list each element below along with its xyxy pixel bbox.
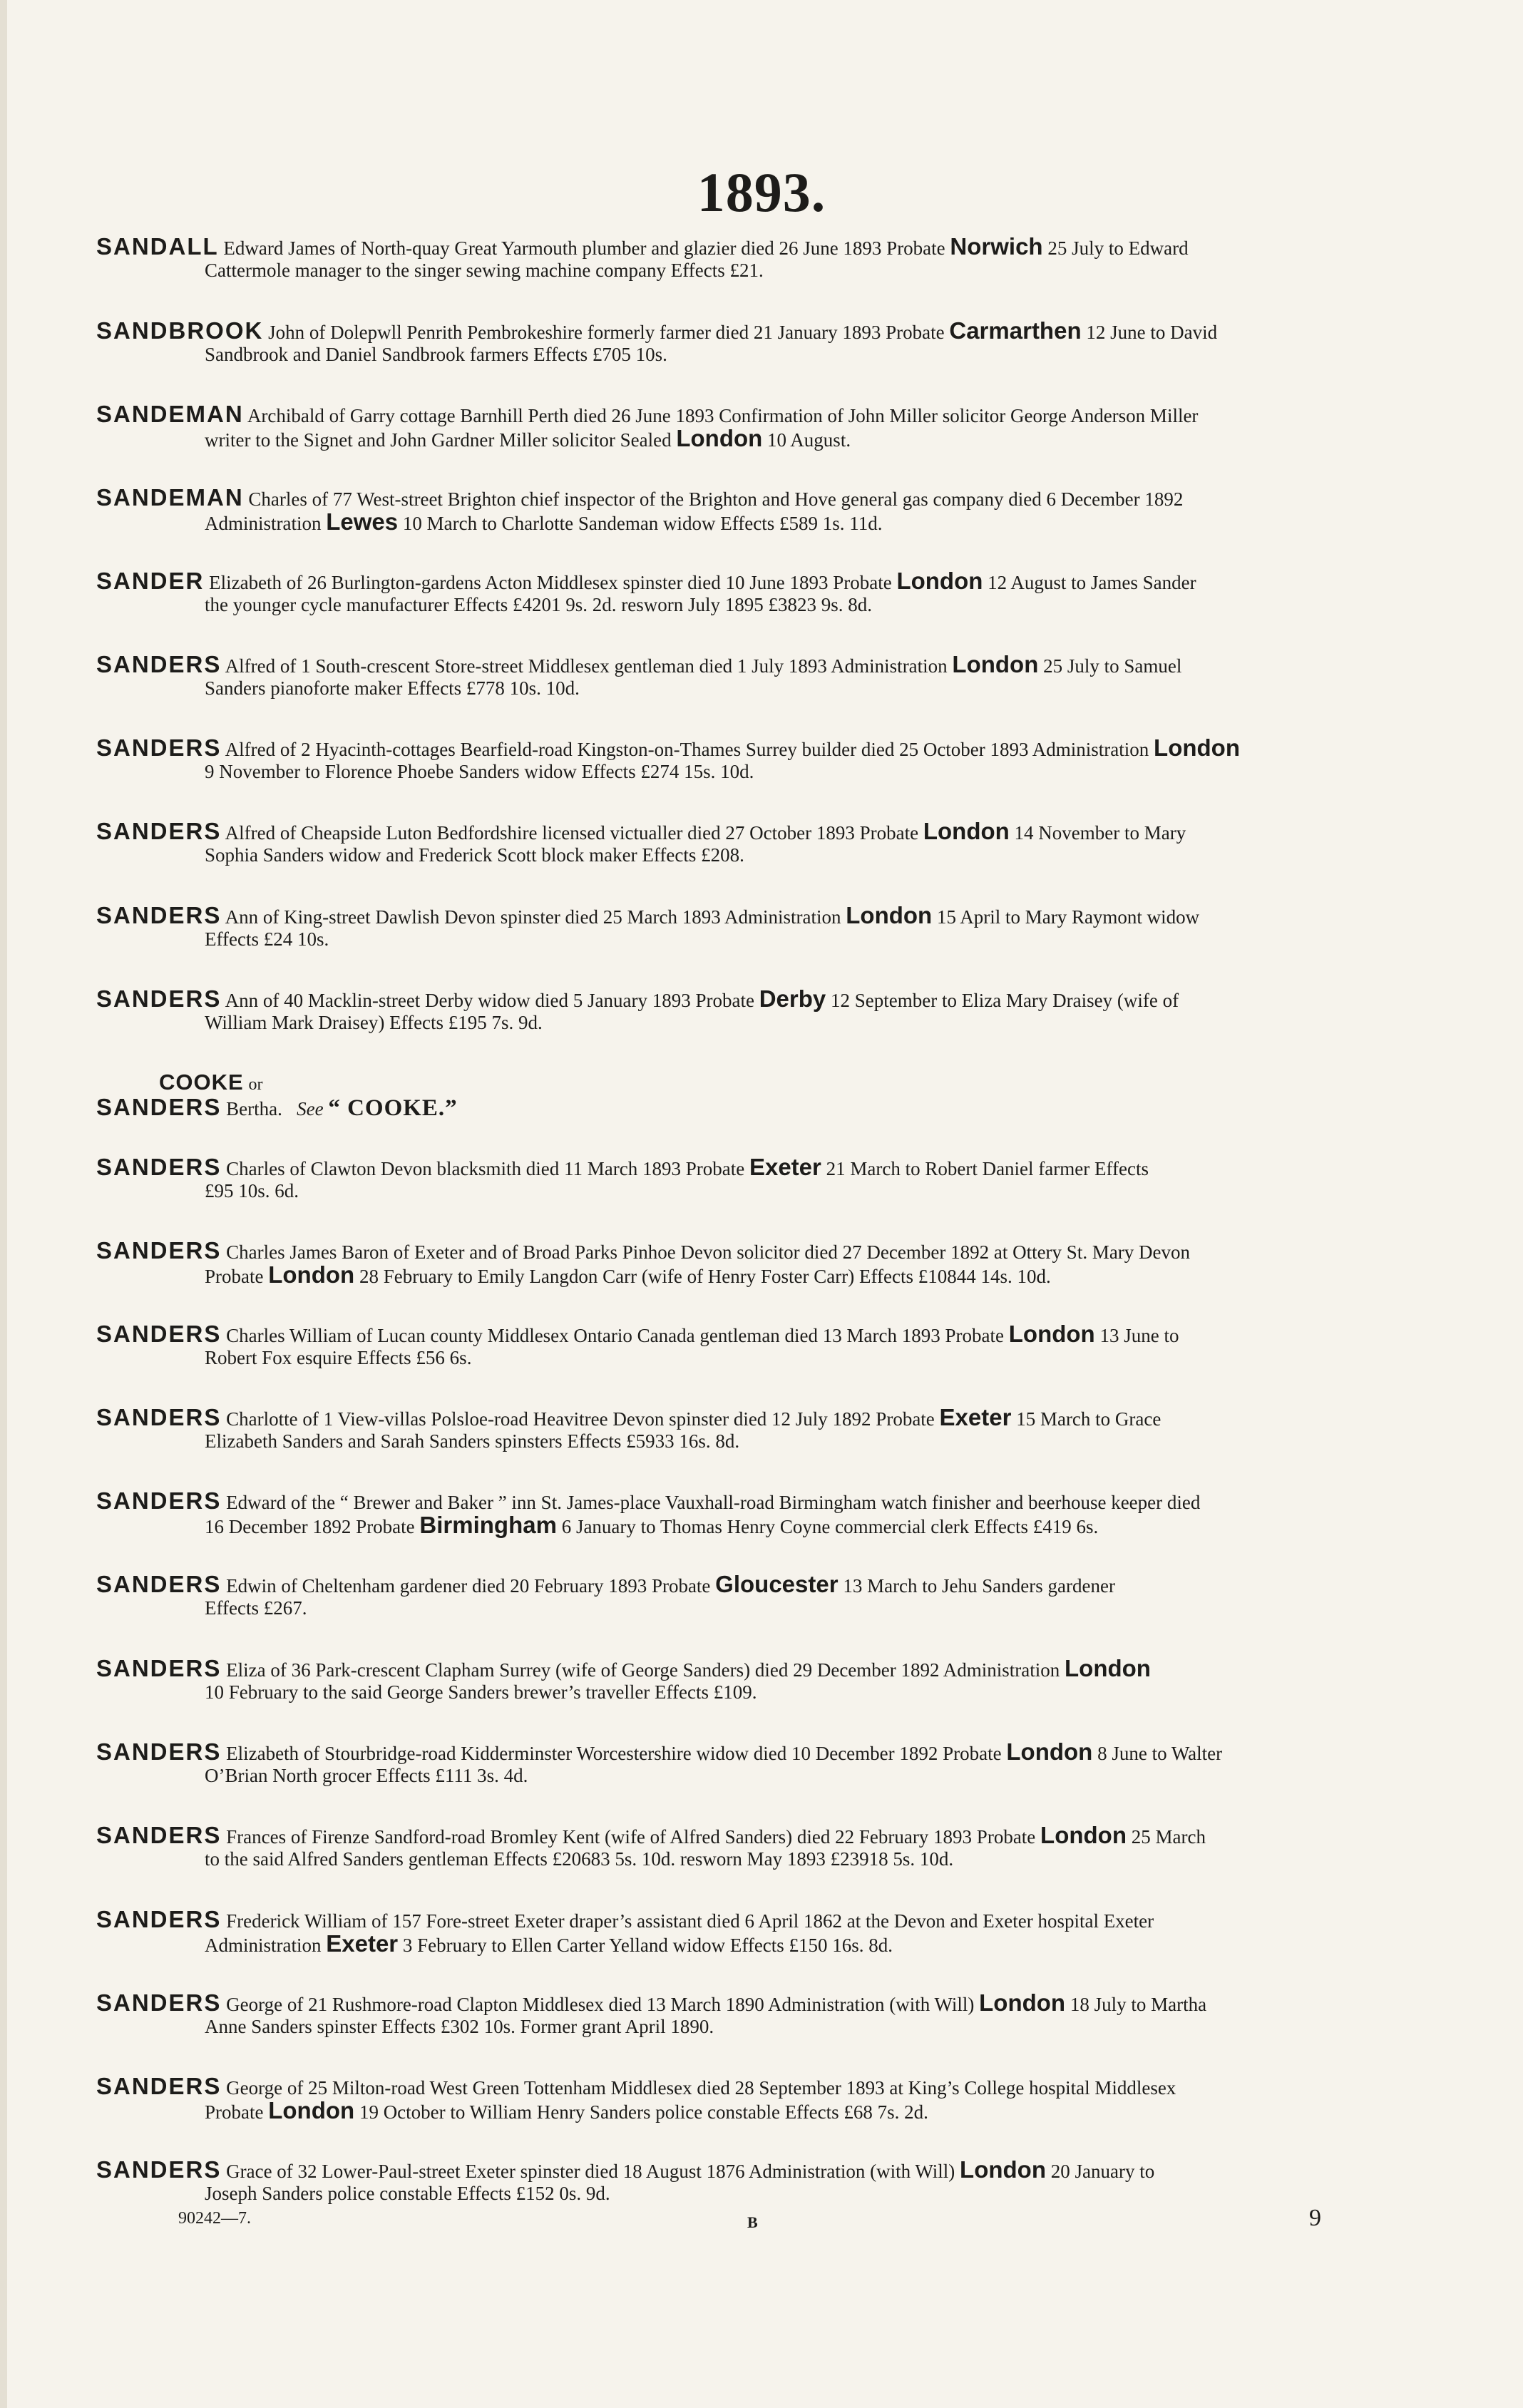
entry-registry-place: London [896,568,983,594]
entry-registry-place: Derby [759,985,826,1012]
entry-continuation: Effects £267. [205,1597,307,1619]
printer-reference: 90242—7. [178,2209,251,2228]
entry-continuation: 9 November to Florence Phoebe Sanders widow Effects £274 15s. 10d. [205,761,754,782]
entry-text: Alfred of 1 South-crescent Store-street Middlesex gentleman died 1 July 1893 Administration [225,655,948,677]
entry-text: Frances of Firenze Sandford-road Bromley Kent (wife of Alfred Sanders) died 22 February 1893 Probate [226,1826,1036,1848]
entry-text: Elizabeth of 26 Burlington-gardens Acton Middlesex spinster died 10 June 1893 Probate [209,572,892,593]
entry-continuation: the younger cycle manufacturer Effects £4201 9s. 2d. resworn July 1895 £3823 9s. 8d. [205,594,873,615]
entry-surname: SANDERS [96,1571,222,1597]
entry-registry-place: London [923,818,1010,844]
entry-text: Eliza of 36 Park-crescent Clapham Surrey (wife of George Sanders) died 29 December 1892 Administration [226,1659,1060,1681]
entry-surname: SANDERS [96,1989,222,2016]
probate-entry [96,1908,1407,1957]
probate-entry [96,486,1407,535]
probate-entry [96,403,1407,451]
entry-surname: SANDERS [96,818,222,844]
entry-text: Administration [205,1935,322,1956]
entry-surname: SANDBROOK [96,317,264,344]
entry-text: 21 March to Robert Daniel farmer Effects [826,1158,1149,1179]
xref-target: “ COOKE.” [328,1095,458,1121]
entry-surname: SANDERS [96,1237,222,1264]
entry-continuation: O’Brian North grocer Effects £111 3s. 4d. [205,1765,528,1786]
entry-registry-place: Exeter [939,1404,1012,1430]
xref-alias-surname: COOKE [159,1070,244,1095]
entry-text: 12 September to Eliza Mary Draisey (wife of [831,990,1179,1011]
probate-entry [96,570,1407,616]
xref-forename: Bertha. [226,1098,282,1120]
entry-surname: SANDERS [96,1487,222,1514]
entry-continuation: Cattermole manager to the singer sewing machine company Effects £21. [205,260,764,281]
entry-text: 18 July to Martha [1070,1994,1207,2015]
entry-continuation: Anne Sanders spinster Effects £302 10s. Former grant April 1890. [205,2016,714,2037]
entry-registry-place: London [676,425,763,451]
entry-surname: SANDERS [96,1154,222,1180]
entry-surname: SANDERS [96,1906,222,1932]
entry-text: Edwin of Cheltenham gardener died 20 February 1893 Probate [226,1575,711,1597]
probate-entry [96,904,1407,951]
xref-or: or [248,1075,263,1094]
entry-registry-place: London [1006,1738,1093,1765]
entry-text: Charles William of Lucan county Middlesex Ontario Canada gentleman died 13 March 1893 Probate [226,1325,1004,1346]
probate-entry [96,1657,1407,1703]
probate-entry [96,1573,1407,1619]
entry-registry-place: London [1154,734,1240,761]
cross-reference-entry [96,1071,1407,1120]
entry-registry-place: Lewes [326,508,399,535]
entry-text: 25 March [1131,1826,1206,1848]
entry-surname: SANDER [96,568,205,594]
entry-continuation: Joseph Sanders police constable Effects £152 0s. 9d. [205,2183,610,2204]
entry-surname: SANDERS [96,2073,222,2099]
entry-registry-place: Exeter [749,1154,821,1180]
entry-text: 8 June to Walter [1097,1743,1223,1764]
entry-surname: SANDEMAN [96,484,244,511]
entry-registry-place: Exeter [326,1930,399,1957]
entry-continuation: 10 February to the said George Sanders brewer’s traveller Effects £109. [205,1681,757,1703]
entry-surname: SANDERS [96,1738,222,1765]
entry-text: George of 25 Milton-road West Green Tottenham Middlesex died 28 September 1893 at King’s College hospital Middlesex [226,2077,1176,2099]
entry-registry-place: London [1040,1822,1127,1848]
page-year-heading: 1893. [697,161,826,223]
entry-text: 20 January to [1050,2161,1155,2182]
entry-text: George of 21 Rushmore-road Clapton Middlesex died 13 March 1890 Administration (with Will) [226,1994,975,2015]
entry-text: Elizabeth of Stourbridge-road Kidderminster Worcestershire widow died 10 December 1892 Probate [226,1743,1002,1764]
entry-surname: SANDERS [96,902,222,928]
probate-entry [96,1487,1407,1538]
entry-surname: SANDEMAN [96,401,244,427]
entry-text: John of Dolepwll Penrith Pembrokeshire formerly farmer died 21 January 1893 Probate [268,322,945,343]
entry-text: 6 January to Thomas Henry Coyne commercial clerk Effects £419 6s. [561,1516,1099,1537]
entry-text: 12 August to James Sander [988,572,1196,593]
entry-registry-place: London [1065,1655,1151,1681]
probate-entry [96,2075,1407,2123]
entry-registry-place: Gloucester [715,1571,839,1597]
entry-registry-place: London [846,902,933,928]
entry-text: 13 March to Jehu Sanders gardener [843,1575,1115,1597]
probate-entry [96,985,1407,1034]
entry-text: Administration [205,513,322,534]
entry-continuation: Sandbrook and Daniel Sandbrook farmers Effects £705 10s. [205,344,667,365]
entry-registry-place: London [952,651,1039,677]
entry-text: 15 April to Mary Raymont widow [936,906,1200,928]
entry-text: Charles of 77 West-street Brighton chief inspector of the Brighton and Hove general gas company died 6 December 1892 [248,488,1184,510]
entry-text: 25 July to Edward [1047,237,1189,259]
entry-registry-place: London [268,2097,355,2123]
entry-continuation: Elizabeth Sanders and Sarah Sanders spinsters Effects £5933 16s. 8d. [205,1430,740,1452]
entry-text: Grace of 32 Lower-Paul-street Exeter spinster died 18 August 1876 Administration (with Will) [226,2161,955,2182]
entry-registry-place: Carmarthen [949,317,1082,344]
entry-surname: SANDERS [96,1822,222,1848]
entry-surname: SANDERS [96,1321,222,1347]
probate-entry [96,1323,1407,1369]
probate-entry [96,1989,1407,2038]
probate-entry [96,734,1407,783]
signature-mark: B [747,2213,758,2231]
entry-surname: SANDERS [96,1655,222,1681]
entry-text: Alfred of 2 Hyacinth-cottages Bearfield-road Kingston-on-Thames Surrey builder died 25 October 1893 Administration [225,739,1149,760]
entry-surname: SANDERS [96,734,222,761]
entry-registry-place: London [268,1261,355,1288]
probate-entry [96,319,1407,366]
entry-surname: SANDERS [96,651,222,677]
entry-continuation: Effects £24 10s. [205,928,329,950]
entry-continuation: £95 10s. 6d. [205,1180,299,1202]
entry-text: Edward James of North-quay Great Yarmouth plumber and glazier died 26 June 1893 Probate [223,237,945,259]
entry-text: 3 February to Ellen Carter Yelland widow Effects £150 16s. 8d. [402,1935,893,1956]
probate-entry [96,653,1407,700]
probate-entry [96,1738,1407,1787]
entry-surname: SANDERS [96,1404,222,1430]
entry-text: writer to the Signet and John Gardner Miller solicitor Sealed [205,429,672,451]
entry-text: 25 July to Samuel [1043,655,1182,677]
entry-registry-place: Norwich [950,233,1043,260]
entry-surname: SANDERS [96,1094,222,1120]
entry-text: 16 December 1892 Probate [205,1516,415,1537]
entry-text: 15 March to Grace [1016,1408,1162,1430]
entry-text: 13 June to [1099,1325,1179,1346]
probate-entry [96,820,1407,866]
entry-text: 28 February to Emily Langdon Carr (wife of Henry Foster Carr) Effects £10844 14s. 10d. [359,1266,1051,1287]
entry-text: Archibald of Garry cottage Barnhill Perth died 26 June 1893 Confirmation of John Miller solicitor George Anderson Miller [247,405,1199,426]
entry-continuation: to the said Alfred Sanders gentleman Effects £20683 5s. 10d. resworn May 1893 £23918 5s. 10d. [205,1848,954,1870]
entry-registry-place: London [1008,1321,1095,1347]
probate-entry [96,2158,1407,2205]
entry-text: 14 November to Mary [1014,822,1186,844]
entry-registry-place: Birmingham [419,1512,557,1538]
entry-text: 10 August. [767,429,851,451]
entry-text: Ann of King-street Dawlish Devon spinster died 25 March 1893 Administration [225,906,841,928]
entry-text: Alfred of Cheapside Luton Bedfordshire licensed victualler died 27 October 1893 Probate [225,822,919,844]
entry-text: 10 March to Charlotte Sandeman widow Effects £589 1s. 11d. [402,513,883,534]
entry-registry-place: London [960,2156,1046,2183]
entry-surname: SANDERS [96,985,222,1012]
entry-text: Frederick William of 157 Fore-street Exeter draper’s assistant died 6 April 1862 at the Devon and Exeter hospital Exeter [226,1910,1154,1932]
probate-entry [96,235,1407,282]
entry-text: Probate [205,2101,264,2123]
probate-entry [96,1824,1407,1870]
entry-text: Ann of 40 Macklin-street Derby widow died 5 January 1893 Probate [225,990,754,1011]
page-number: 9 [1309,2205,1321,2231]
entry-text: 19 October to William Henry Sanders police constable Effects £68 7s. 2d. [359,2101,928,2123]
xref-see: See [297,1098,324,1120]
probate-entry [96,1239,1407,1288]
entry-text: Probate [205,1266,264,1287]
probate-entry [96,1406,1407,1453]
entry-registry-place: London [979,1989,1066,2016]
entry-text: Charlotte of 1 View-villas Polsloe-road Heavitree Devon spinster died 12 July 1892 Probate [226,1408,935,1430]
entry-text: Edward of the “ Brewer and Baker ” inn St. James-place Vauxhall-road Birmingham watch finisher and beerhouse keeper died [226,1492,1201,1513]
entry-text: Charles of Clawton Devon blacksmith died 11 March 1893 Probate [226,1158,745,1179]
entry-surname: SANDERS [96,2156,222,2183]
entry-continuation: William Mark Draisey) Effects £195 7s. 9d. [205,1012,543,1033]
entry-continuation: Robert Fox esquire Effects £56 6s. [205,1347,472,1368]
entry-text: 12 June to David [1086,322,1218,343]
probate-entry [96,1156,1407,1202]
entry-continuation: Sanders pianoforte maker Effects £778 10s. 10d. [205,677,580,699]
entry-text: Charles James Baron of Exeter and of Broad Parks Pinhoe Devon solicitor died 27 December 1892 at Ottery St. Mary Devon [226,1241,1191,1263]
entry-continuation: Sophia Sanders widow and Frederick Scott block maker Effects £208. [205,844,744,866]
entry-surname: SANDALL [96,233,219,260]
